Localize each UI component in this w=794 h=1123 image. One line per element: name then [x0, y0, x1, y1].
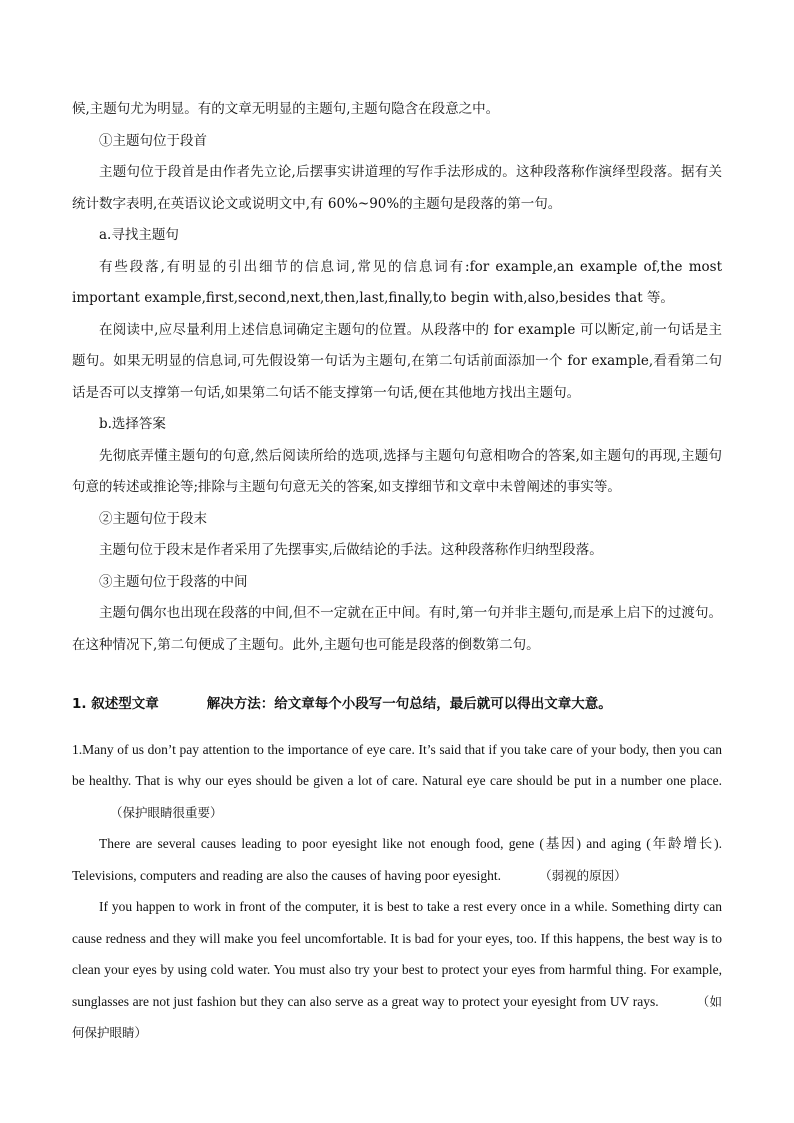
paragraph-signal-words: 有些段落,有明显的引出细节的信息词,常见的信息词有:for example,an example of,the most important example,first,second,next,then,last,finally,to begin with,also,besides that 等。: [72, 258, 722, 306]
paragraph-locate-topic: 在阅读中,应尽量利用上述信息词确定主题句的位置。从段落中的 for example 可以断定,前一句话是主题句。如果无明显的信息词,可先假设第一句话为主题句,在第二句话前面添加一个 for example,看看第二句话是否可以支撑第一句话,如果第二句话不能支撑第一句话,便在其他地方找出主题句。: [72, 321, 722, 401]
english-text-1: 1.Many of us don’t pay attention to the importance of eye care. It’s said that if you take care of your body, then you can be healthy. That is why our eyes should be given a lot of care. Natural eye care should be put in a number one place.: [72, 741, 722, 788]
subheading-find-topic: a.寻找主题句: [99, 227, 179, 243]
section-method: 解决方法：给文章每个小段写一句总结，最后就可以得出文章大意。: [206, 696, 612, 712]
section-heading: [72, 689, 722, 720]
english-note-2: （弱视的原因）: [539, 867, 627, 883]
english-paragraph-3: [72, 891, 722, 1049]
english-note-1: （保护眼睛很重要）: [110, 804, 223, 820]
subheading-topic-last: ②主题句位于段末: [99, 510, 207, 527]
paragraph-choose-answer: 先彻底弄懂主题句的句意,然后阅读所给的选项,选择与主题句句意相吻合的答案,如主题句的再现,主题句句意的转述或推论等;排除与主题句句意无关的答案,如支撑细节和文章中未曾阐述的事实等。: [72, 447, 722, 495]
paragraph-deductive: 主题句位于段首是由作者先立论,后摆事实讲道理的写作手法形成的。这种段落称作演绎型段落。据有关统计数字表明,在英语议论文或说明文中,有 60%~90%的主题句是段落的第一句。: [72, 164, 722, 212]
subheading-topic-first: ①主题句位于段首: [99, 132, 207, 149]
english-note-3: （如何保护眼睛）: [72, 993, 722, 1040]
paragraph-inductive: 主题句位于段末是作者采用了先摆事实,后做结论的手法。这种段落称作归纳型段落。: [99, 542, 603, 558]
english-paragraph-1: [72, 734, 722, 829]
section-title: 1. 叙述型文章: [72, 696, 159, 712]
english-paragraph-2: [72, 828, 722, 891]
paragraph-continuation: 候,主题句尤为明显。有的文章无明显的主题句,主题句隐含在段意之中。: [72, 101, 500, 117]
english-text-3: If you happen to work in front of the computer, it is best to take a rest every once in a while. Something dirty can cause redness and they will make you feel uncomfortable. It is bad for your eyes, too. If this happens, the best way is to clean your eyes by using cold water. You must also try your best to protect your eyes from harmful thing. For example, sunglasses are not just fashion but they can also serve as a great way to protect your eyesight from UV rays.: [72, 899, 722, 1009]
paragraph-topic-middle: 主题句偶尔也出现在段落的中间,但不一定就在正中间。有时,第一句并非主题句,而是承上启下的过渡句。在这种情况下,第二句便成了主题句。此外,主题句也可能是段落的倒数第二句。: [72, 605, 722, 653]
subheading-choose-answer: b.选择答案: [99, 416, 166, 432]
subheading-topic-middle: ③主题句位于段落的中间: [99, 573, 248, 590]
english-text-2: There are several causes leading to poor eyesight like not enough food, gene (基因) and aging (年龄增长). Televisions, computers and reading are also the causes of having poor eyesight.: [72, 836, 722, 883]
